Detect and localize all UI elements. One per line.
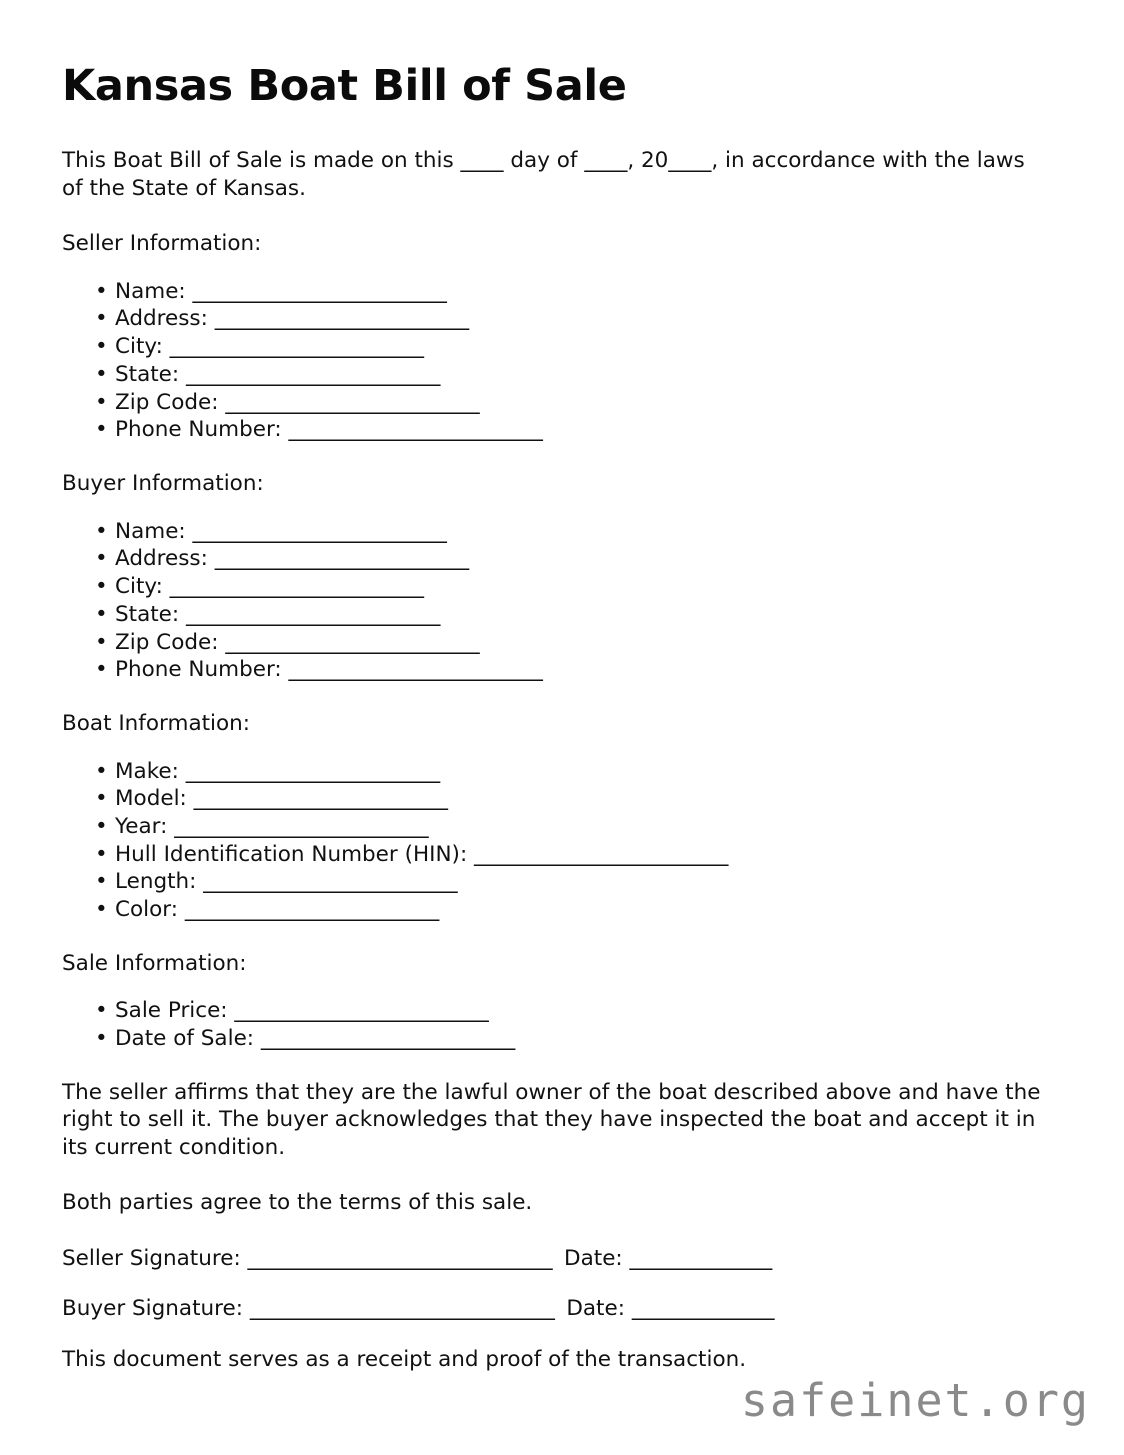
list-item: [62, 601, 1062, 629]
section-heading-boat: Boat Information:: [62, 711, 251, 737]
list-item: [62, 868, 1062, 896]
site-watermark: safeinet.org: [740, 1374, 1090, 1427]
field-blank[interactable]: _________________________: [203, 869, 458, 895]
list-item: [62, 758, 1062, 786]
intro-paragraph: This Boat Bill of Sale is made on this ____ day of ____, 20____, in accordance with the laws of the State of Kansas.: [62, 148, 1025, 201]
field-label: Zip Code:: [115, 629, 219, 655]
list-item: [62, 896, 1062, 924]
field-label: Name:: [115, 278, 186, 304]
field-label: Model:: [115, 786, 187, 812]
field-label: Date of Sale:: [115, 1026, 255, 1052]
field-label: Phone Number:: [115, 657, 282, 683]
buyer-signature-blank[interactable]: ______________________________: [249, 1295, 555, 1321]
field-blank[interactable]: _________________________: [174, 814, 428, 839]
field-blank[interactable]: _________________________: [192, 278, 447, 304]
list-item: [62, 278, 1062, 306]
list-item: [62, 997, 1062, 1025]
affirmation-paragraph: The seller affirms that they are the lawful owner of the boat described above and have the right to sell it. The buyer acknowledges that they have inspected the boat and accept it in its current condition.: [62, 1079, 1041, 1160]
field-label: Color:: [115, 897, 178, 923]
field-label: Address:: [115, 546, 208, 572]
field-label: Year:: [115, 814, 168, 839]
list-item: [62, 573, 1062, 601]
field-blank[interactable]: _________________________: [186, 601, 440, 627]
field-blank[interactable]: _________________________: [234, 998, 489, 1024]
list-item: [62, 305, 1062, 333]
field-label: City:: [115, 574, 163, 600]
closing-paragraph: This document serves as a receipt and proof of the transaction.: [62, 1347, 747, 1373]
field-label: Zip Code:: [115, 389, 219, 415]
field-label: Make:: [115, 758, 179, 784]
field-blank[interactable]: _________________________: [184, 897, 439, 923]
list-item: [62, 841, 1062, 869]
field-blank[interactable]: _________________________: [214, 306, 469, 332]
field-blank[interactable]: _________________________: [169, 334, 424, 360]
agreement-paragraph: Both parties agree to the terms of this sale.: [62, 1190, 533, 1216]
seller-date-label: Date:: [564, 1245, 623, 1271]
field-blank[interactable]: _________________________: [225, 389, 480, 415]
field-list-boat: [62, 758, 1062, 924]
field-label: Length:: [115, 869, 197, 895]
field-blank[interactable]: _________________________: [169, 574, 424, 600]
field-label: State:: [115, 361, 180, 387]
section-heading-buyer: Buyer Information:: [62, 471, 264, 497]
buyer-date-blank[interactable]: ______________: [631, 1295, 774, 1321]
field-blank[interactable]: _________________________: [192, 518, 447, 544]
section-heading-seller: Seller Information:: [62, 231, 262, 257]
list-item: [62, 656, 1062, 684]
list-item: [62, 389, 1062, 417]
seller-signature-row: [62, 1245, 1062, 1273]
page-title: Kansas Boat Bill of Sale: [62, 61, 627, 111]
list-item: [62, 333, 1062, 361]
list-item: [62, 416, 1062, 444]
field-list-sale: [62, 997, 1062, 1052]
list-item: [62, 629, 1062, 657]
field-blank[interactable]: _________________________: [214, 546, 469, 572]
list-item: [62, 545, 1062, 573]
list-item: [62, 1025, 1062, 1053]
field-label: State:: [115, 601, 180, 627]
list-item: [62, 813, 1062, 841]
list-item: [62, 361, 1062, 389]
buyer-date-label: Date:: [566, 1295, 625, 1321]
field-label: Name:: [115, 518, 186, 544]
buyer-signature-row: [62, 1295, 1062, 1323]
list-item: [62, 518, 1062, 546]
seller-signature-label: Seller Signature:: [62, 1245, 241, 1271]
field-label: Address:: [115, 306, 208, 332]
field-blank[interactable]: _________________________: [193, 786, 448, 812]
field-blank[interactable]: _________________________: [225, 629, 480, 655]
buyer-signature-label: Buyer Signature:: [62, 1295, 243, 1321]
field-blank[interactable]: _________________________: [185, 758, 440, 784]
seller-signature-blank[interactable]: ______________________________: [247, 1245, 553, 1271]
seller-date-blank[interactable]: ______________: [629, 1245, 772, 1271]
field-blank[interactable]: _________________________: [186, 361, 440, 387]
field-label: City:: [115, 334, 163, 360]
section-heading-sale: Sale Information:: [62, 950, 247, 976]
field-list-seller: [62, 278, 1062, 444]
field-label: Sale Price:: [115, 998, 228, 1024]
field-blank[interactable]: _________________________: [260, 1026, 515, 1052]
document-body: [62, 61, 1062, 1374]
field-label: Hull Identification Number (HIN):: [115, 841, 468, 867]
list-item: [62, 785, 1062, 813]
field-list-buyer: [62, 518, 1062, 684]
field-blank[interactable]: _________________________: [474, 841, 728, 867]
field-label: Phone Number:: [115, 417, 282, 443]
field-blank[interactable]: _________________________: [288, 657, 543, 683]
field-blank[interactable]: _________________________: [288, 417, 543, 443]
